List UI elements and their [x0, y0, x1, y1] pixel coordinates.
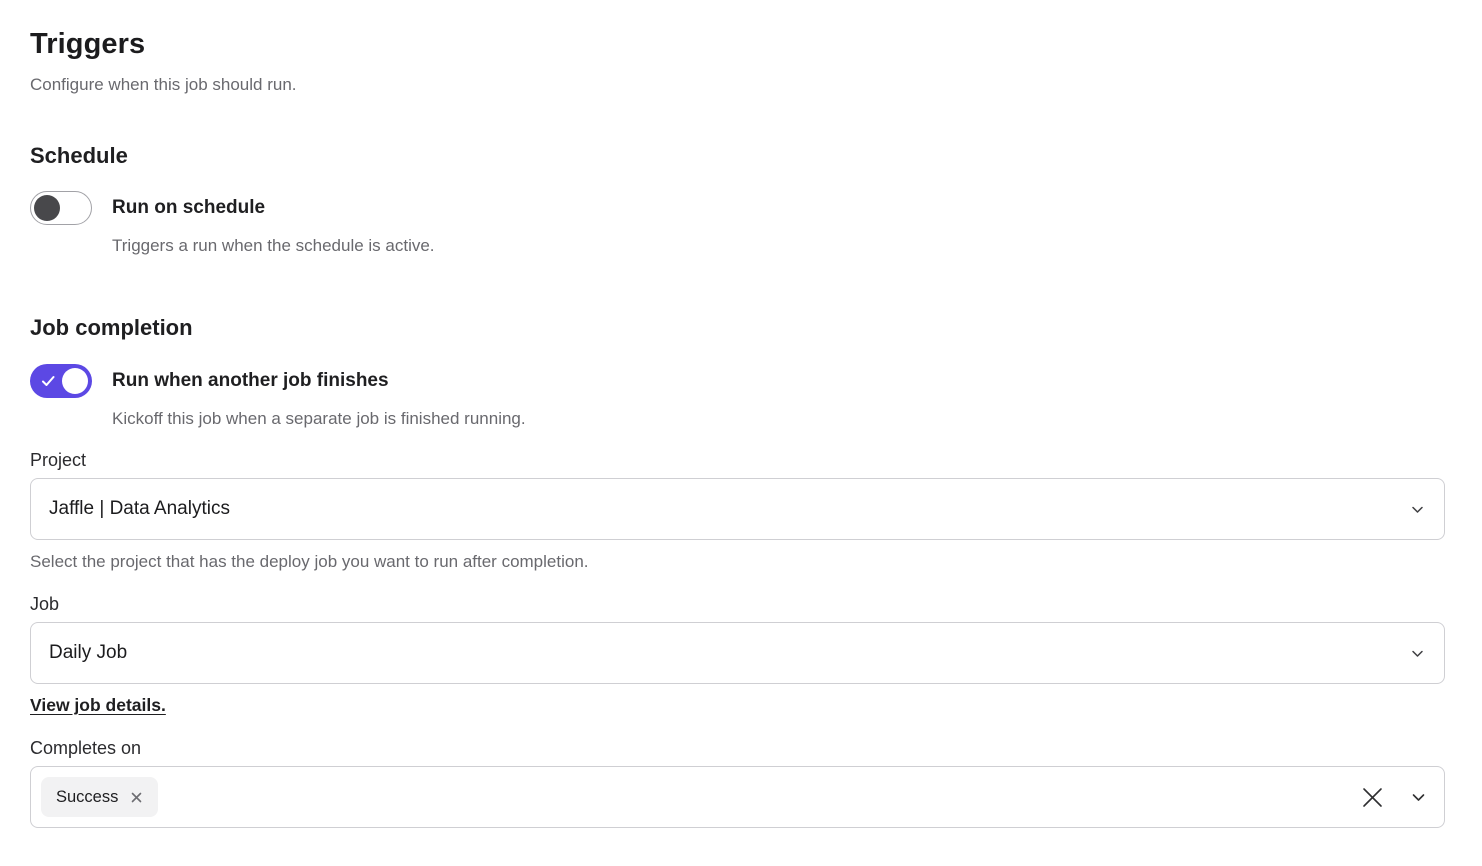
chevron-down-icon — [1409, 501, 1426, 518]
page-title: Triggers — [30, 28, 146, 60]
job-select[interactable] — [30, 622, 1445, 684]
job-completion-heading: Job completion — [30, 315, 193, 340]
run-when-another-job-finishes-description: Kickoff this job when a separate job is finished running. — [112, 409, 526, 428]
job-completion-section — [30, 314, 1445, 828]
checkmark-icon — [41, 374, 56, 388]
view-job-details-link[interactable]: View job details. — [30, 695, 166, 715]
run-when-another-job-finishes-label: Run when another job finishes — [112, 370, 389, 391]
success-tag-label: Success — [56, 787, 119, 806]
project-label: Project — [30, 450, 87, 470]
run-on-schedule-text — [112, 191, 435, 256]
run-on-schedule-toggle[interactable] — [30, 191, 92, 225]
project-helper-text: Select the project that has the deploy job you want to run after completion. — [30, 552, 589, 571]
project-select[interactable] — [30, 478, 1445, 540]
project-select-value: Jaffle | Data Analytics — [49, 498, 230, 519]
job-select-value: Daily Job — [49, 642, 128, 663]
clear-all-icon[interactable] — [1360, 785, 1385, 810]
page-subtitle: Configure when this job should run. — [30, 75, 297, 94]
run-when-job-finishes-row — [30, 364, 1445, 429]
toggle-knob — [62, 368, 88, 394]
schedule-heading: Schedule — [30, 143, 128, 168]
chevron-down-icon — [1409, 645, 1426, 662]
toggle-knob — [34, 195, 60, 221]
run-on-schedule-label: Run on schedule — [112, 197, 266, 218]
completes-on-label: Completes on — [30, 738, 142, 758]
run-on-schedule-row — [30, 191, 1445, 256]
run-when-another-job-finishes-toggle[interactable] — [30, 364, 92, 398]
completes-on-select[interactable] — [30, 766, 1445, 828]
multiselect-controls — [1360, 785, 1428, 810]
run-when-job-finishes-text — [112, 364, 526, 429]
schedule-section — [30, 142, 1445, 256]
job-label: Job — [30, 594, 60, 614]
chevron-down-icon[interactable] — [1409, 788, 1428, 807]
success-tag — [41, 777, 158, 817]
remove-tag-icon[interactable] — [130, 791, 143, 804]
run-on-schedule-description: Triggers a run when the schedule is active. — [112, 236, 435, 255]
